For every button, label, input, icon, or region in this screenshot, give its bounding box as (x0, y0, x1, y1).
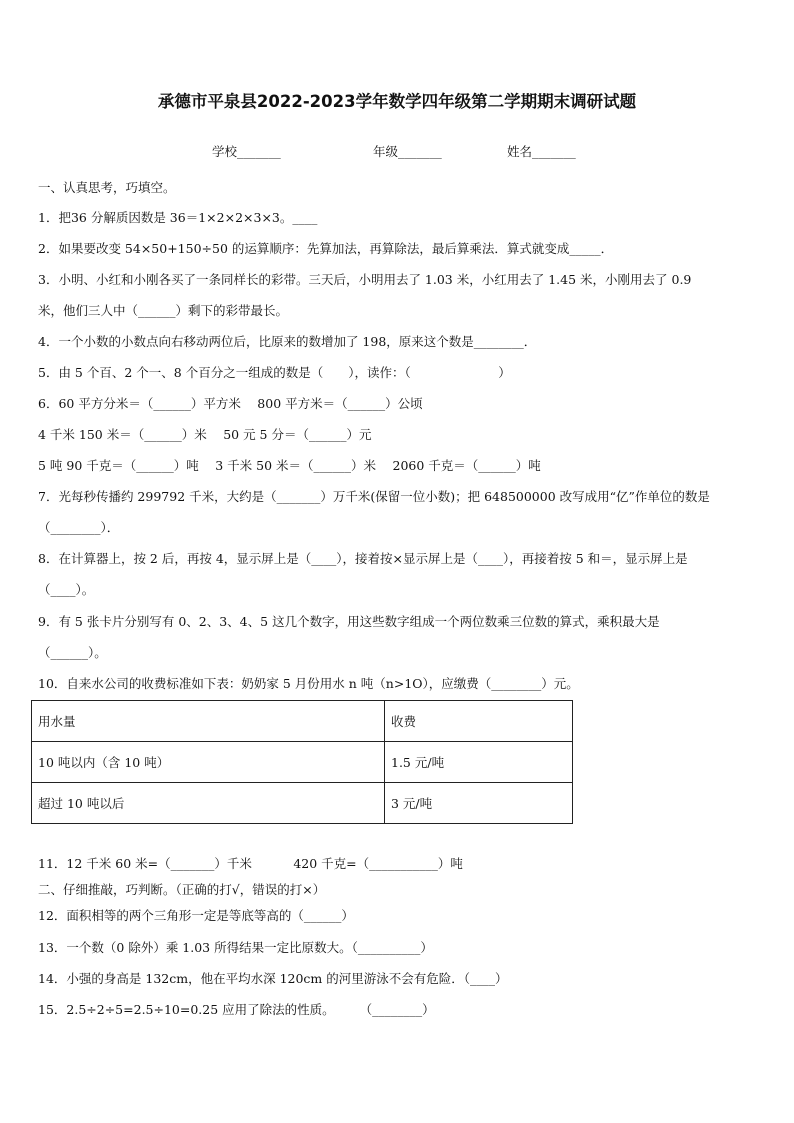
section-heading: 一、认真思考，巧填空。 (38, 180, 176, 195)
question-4: 4．一个小数的小数点向右移动两位后，比原来的数增加了 198，原来这个数是________． (38, 334, 537, 349)
question-8-line-1: 8．在计算器上，按 2 后，再按 4，显示屏上是（____），接着按×显示屏上是（____），再接着按 5 和＝，显示屏上是 (38, 551, 688, 566)
question-12: 12．面积相等的两个三角形一定是等底等高的（______） (38, 908, 354, 923)
table-header-row (32, 701, 573, 742)
table-row (32, 742, 573, 783)
table-row (32, 783, 573, 824)
question-3-line-1: 3．小明、小红和小刚各买了一条同样长的彩带。三天后，小明用去了 1.03 米，小红用去了 1.45 米，小刚用去了 0.9 (38, 272, 692, 287)
question-7-line-1: 7．光每秒传播约 299792 千米，大约是（_______）万千米(保留一位小数)；把 648500000 改写成用“亿”作单位的数是 (38, 489, 710, 504)
question-8-line-2: （____）。 (38, 582, 95, 597)
table-cell: 1.5 元/吨 (385, 742, 573, 783)
table-cell: 10 吨以内（含 10 吨） (32, 742, 385, 783)
question-10: 10．自来水公司的收费标准如下表：奶奶家 5 月份用水 n 吨（n>1O），应缴费（________）元。 (38, 676, 579, 691)
question-3-line-2: 米，他们三人中（______）剩下的彩带最长。 (38, 303, 289, 318)
question-14: 14．小强的身高是 132cm，他在平均水深 120cm 的河里游泳不会有危险．（____） (38, 971, 508, 986)
question-9-line-1: 9．有 5 张卡片分别写有 0、2、3、4、5 这几个数字，用这些数字组成一个两位数乘三位数的算式，乘积最大是 (38, 614, 660, 629)
table-cell: 超过 10 吨以后 (32, 783, 385, 824)
table-header-cell: 用水量 (32, 701, 385, 742)
name-field: 姓名_______ (507, 144, 576, 159)
fee-table (31, 700, 573, 824)
question-5: 5．由 5 个百、2 个一、8 个百分之一组成的数是（ ），读作：（ ） (38, 365, 511, 380)
question-6-line-2: 4 千米 150 米＝（______）米 50 元 5 分＝（______）元 (38, 427, 372, 442)
question-2: 2．如果要改变 54×50+150÷50 的运算顺序：先算加法，再算除法，最后算乘法．算式就变成_____． (38, 241, 614, 256)
page-title: 承德市平泉县2022-2023学年数学四年级第二学期期末调研试题 (157, 92, 637, 111)
table-cell: 3 元/吨 (385, 783, 573, 824)
grade-field: 年级_______ (373, 144, 442, 159)
question-7-line-2: （________）． (38, 520, 120, 535)
question-11: 11．12 千米 60 米=（_______）千米 420 千克=（___________）吨 (38, 856, 463, 871)
question-6-line-3: 5 吨 90 千克＝（______）吨 3 千米 50 米＝（______）米 2060 千克＝（______）吨 (38, 458, 541, 473)
question-9-line-2: （______）。 (38, 645, 107, 660)
question-13: 13．一个数（0 除外）乘 1.03 所得结果一定比原数大。（__________） (38, 940, 433, 955)
question-1: 1．把36 分解质因数是 36＝1×2×2×3×3。____ (38, 210, 318, 225)
question-15: 15．2.5÷2÷5=2.5÷10=0.25 应用了除法的性质。 （________） (38, 1002, 435, 1017)
question-6-line-1: 6．60 平方分米＝（______）平方米 800 平方米＝（______）公顷 (38, 396, 423, 411)
section-heading: 二、仔细推敲，巧判断。（正确的打√，错误的打×） (38, 882, 326, 897)
school-field: 学校_______ (212, 144, 281, 159)
table-header-cell: 收费 (385, 701, 573, 742)
